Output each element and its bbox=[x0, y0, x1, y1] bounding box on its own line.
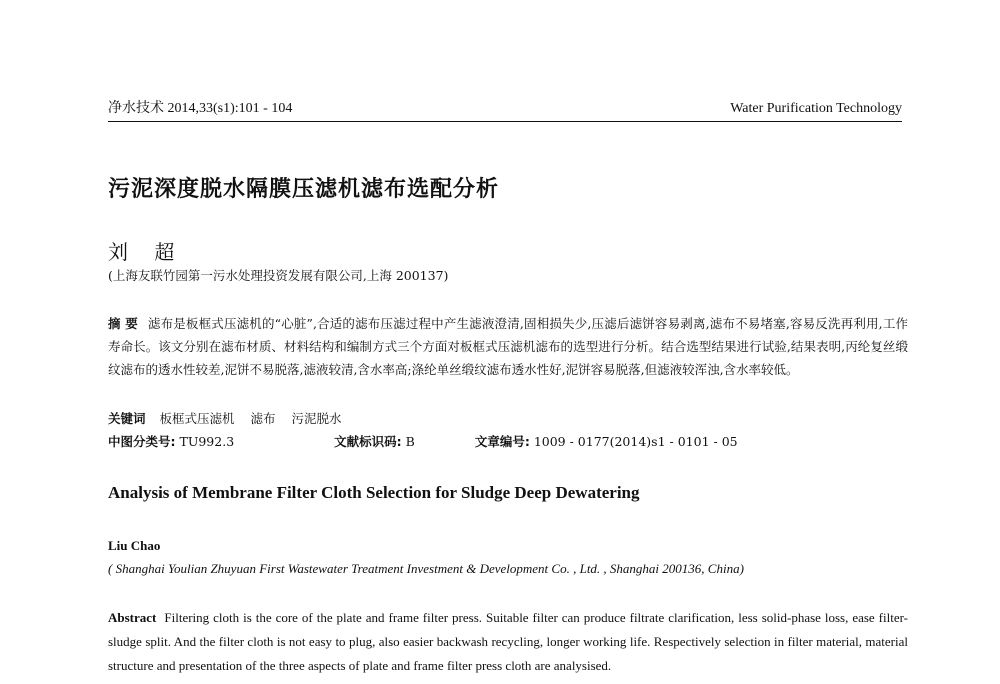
keyword: 板框式压滤机 bbox=[159, 411, 235, 426]
clc-value: TU992.3 bbox=[179, 434, 235, 449]
keywords-zh-label: 关键词 bbox=[108, 411, 146, 426]
journal-citation: 净水技术 2014,33(s1):101 - 104 bbox=[108, 101, 293, 116]
running-header bbox=[108, 97, 902, 122]
abstract-zh-label: 摘 要 bbox=[108, 316, 138, 331]
clc-label: 中图分类号: bbox=[108, 434, 176, 449]
article-label: 文章编号: bbox=[474, 434, 530, 449]
paper-title-zh: 污泥深度脱水隔膜压滤机滤布选配分析 bbox=[108, 177, 500, 202]
keyword: 滤布 bbox=[250, 411, 276, 426]
abstract-zh bbox=[108, 312, 908, 381]
abstract-en-text: Filtering cloth is the core of the plate and frame filter press. Suitable filter can produce filtrate clarification, less solid-phase loss, ease filter-sludge split. And the filter cloth is not easy to plug, also easier backwash recycling, longer working life. Respectively selection in filter material, material structure and presentation of the three aspects of plate and frame filter press cloth are analysised. bbox=[108, 610, 908, 673]
article-number bbox=[475, 432, 738, 450]
author-en: Liu Chao bbox=[108, 538, 161, 553]
affiliation-zh: (上海友联竹园第一污水处理投资发展有限公司,上海 200137) bbox=[108, 268, 449, 283]
affiliation-en: ( Shanghai Youlian Zhuyuan First Wastewater Treatment Investment & Development Co. , Ltd. , Shanghai 200136, China) bbox=[108, 561, 744, 576]
document-code bbox=[334, 432, 415, 450]
author-zh: 刘 超 bbox=[108, 240, 185, 264]
keyword: 污泥脱水 bbox=[291, 411, 342, 426]
abstract-zh-text: 滤布是板框式压滤机的“心脏”,合适的滤布压滤过程中产生滤液澄清,固相损失少,压滤后滤饼容易剥离,滤布不易堵塞,容易反洗再利用,工作寿命长。该文分别在滤布材质、材料结构和编制方式三个方面对板框式压滤机滤布的选型进行分析。结合选型结果进行试验,结果表明,丙纶复丝缎纹滤布的透水性较差,泥饼不易脱落,滤液较清,含水率高;涤纶单丝缎纹滤布透水性好,泥饼容易脱落,但滤液较浑浊,含水率较低。 bbox=[108, 316, 909, 377]
abstract-en-label: Abstract bbox=[108, 610, 157, 625]
abstract-en bbox=[108, 606, 908, 678]
classification-line bbox=[108, 432, 908, 450]
journal-name: Water Purification Technology bbox=[730, 101, 902, 116]
paper-title-en: Analysis of Membrane Filter Cloth Selection for Sludge Deep Dewatering bbox=[108, 483, 640, 502]
doc-label: 文献标识码: bbox=[334, 434, 402, 449]
keywords-zh bbox=[108, 409, 354, 427]
clc-number bbox=[108, 432, 234, 450]
doc-value: B bbox=[405, 434, 415, 449]
article-value: 1009 - 0177(2014)s1 - 0101 - 05 bbox=[533, 434, 738, 449]
